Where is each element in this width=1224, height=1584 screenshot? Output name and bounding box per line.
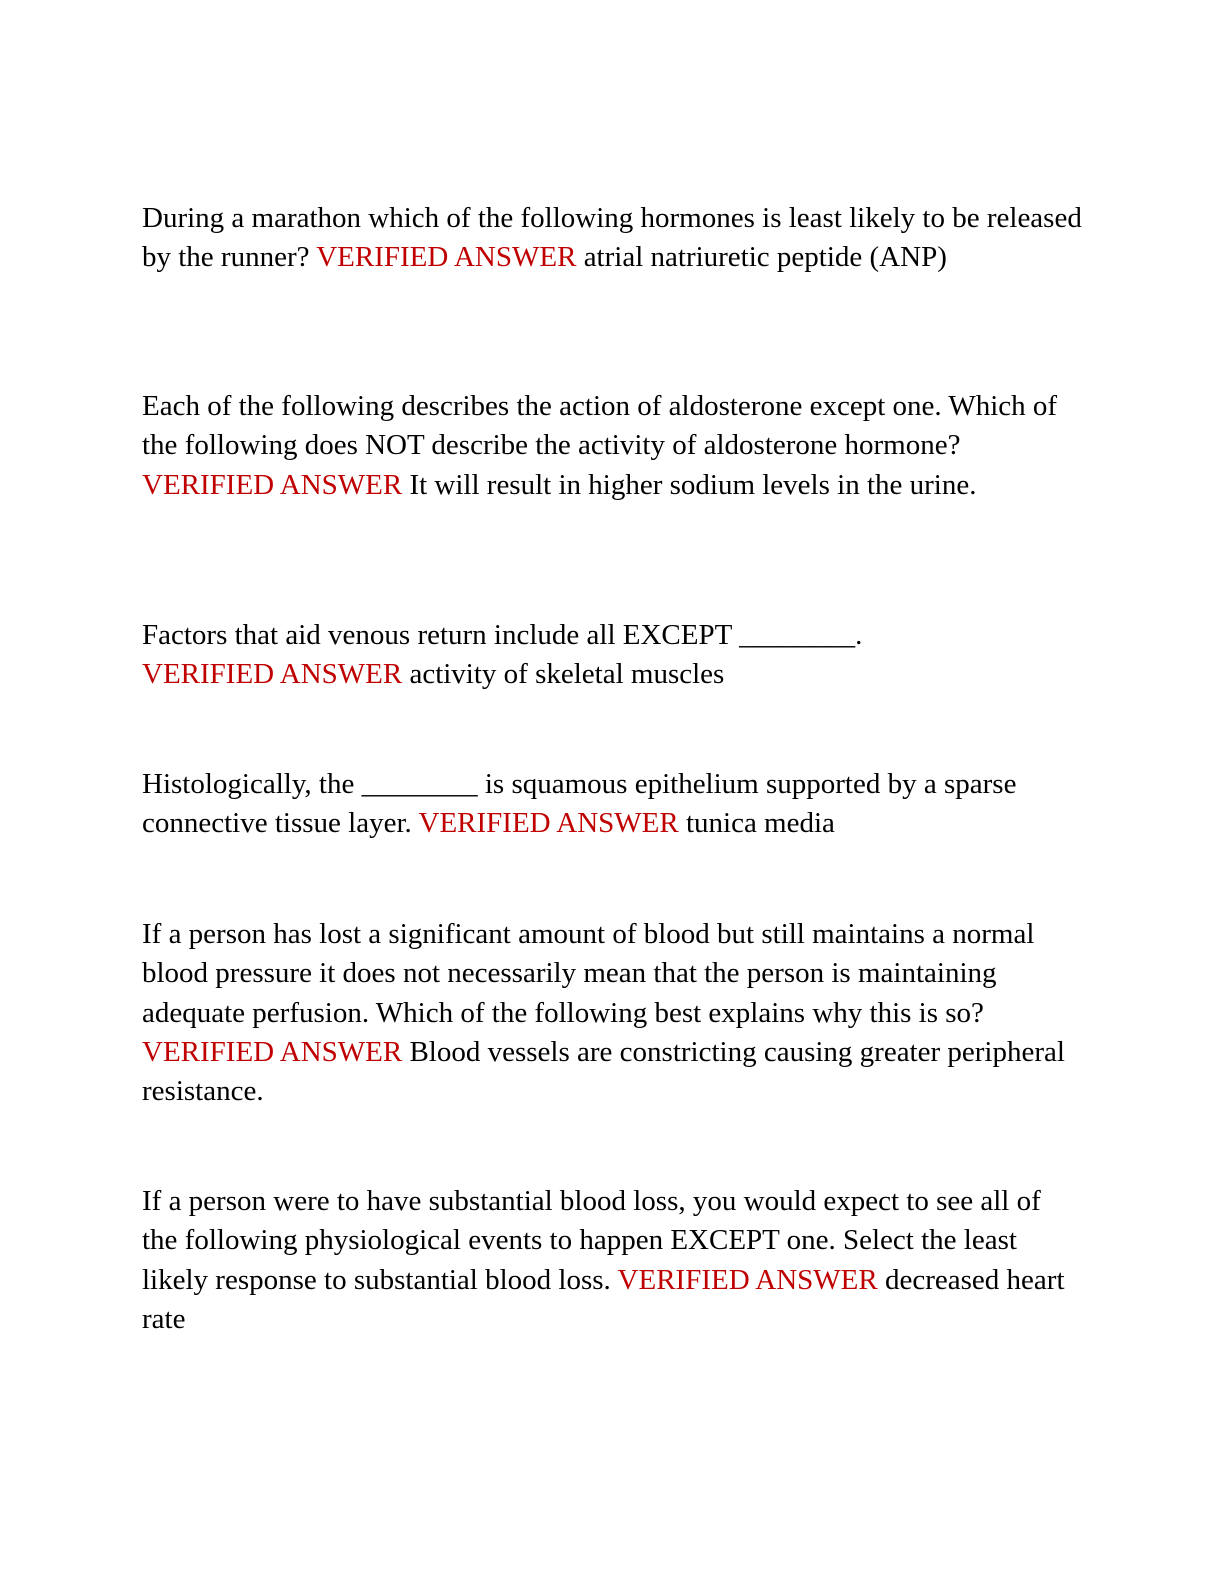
- question-text: If a person has lost a significant amount of blood but still maintains a normal blood pressure it does not necessarily mean that the person is maintaining adequate perfusion. Which of the following best explains why this is so?: [142, 918, 1035, 1029]
- question-text: If a person were to have substantial blood loss, you would expect to see all of the following physiological events to happen EXCEPT one. Select the least likely response to substantial blood loss.: [142, 1185, 1041, 1296]
- answer-label: VERIFIED ANSWER: [142, 468, 403, 501]
- qa-item: [142, 1182, 1082, 1339]
- qa-item: [142, 387, 1082, 505]
- answer-text: activity of skeletal muscles: [409, 658, 725, 691]
- answer-label: VERIFIED ANSWER: [617, 1263, 878, 1296]
- question-text: Histologically, the ________ is squamous epithelium supported by a sparse connective tissue layer.: [142, 768, 1017, 840]
- qa-item: [142, 915, 1082, 1111]
- answer-label: VERIFIED ANSWER: [418, 807, 679, 840]
- qa-item: [142, 765, 1082, 844]
- answer-text: Blood vessels are constricting causing greater peripheral resistance.: [142, 1035, 1065, 1108]
- answer-text: decreased heart rate: [142, 1263, 1065, 1335]
- question-text: Each of the following describes the action of aldosterone except one. Which of the following does NOT describe the activity of aldosterone hormone?: [142, 390, 1058, 462]
- answer-label: VERIFIED ANSWER: [316, 241, 577, 274]
- question-text: During a marathon which of the following hormones is least likely to be released by the runner?: [142, 202, 1082, 274]
- question-text: Factors that aid venous return include all EXCEPT ________.: [142, 619, 863, 651]
- qa-item: [142, 616, 1082, 695]
- answer-label: VERIFIED ANSWER: [142, 1035, 403, 1068]
- answer-text: It will result in higher sodium levels in the urine.: [409, 468, 977, 501]
- qa-item: [142, 199, 1082, 278]
- answer-text: tunica media: [685, 807, 835, 840]
- answer-label: VERIFIED ANSWER: [142, 658, 403, 691]
- answer-text: atrial natriuretic peptide (ANP): [583, 241, 947, 274]
